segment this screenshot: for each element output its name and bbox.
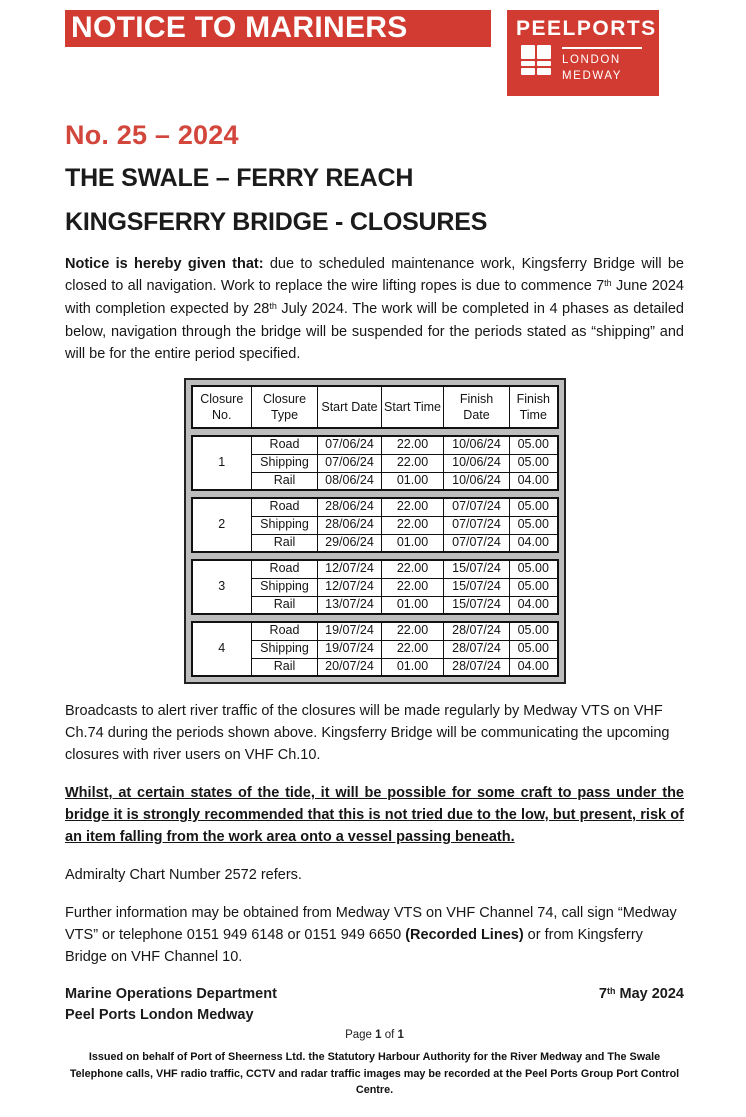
closure-cell: 05.00 (510, 640, 558, 658)
organisation-name: Peel Ports London Medway (65, 1007, 254, 1023)
superscript: th (606, 985, 616, 996)
closure-cell: 07/06/24 (318, 454, 382, 472)
closure-cell: Shipping (252, 640, 318, 658)
page-total: 1 (397, 1029, 404, 1041)
closure-cell: 15/07/24 (444, 578, 510, 596)
closure-row (192, 622, 558, 640)
warning-paragraph: Whilst, at certain states of the tide, it will be possible for some craft to pass under the bridge it is strongly recommended that this is not tried due to the low, but present, risk of an item falling from the work area onto a vessel passing beneath. (65, 785, 684, 845)
closure-cell: 22.00 (382, 578, 444, 596)
closure-cell: Rail (252, 534, 318, 552)
closure-cell: 13/07/24 (318, 596, 382, 614)
page-current: 1 (375, 1029, 382, 1041)
closures-table-header (191, 385, 559, 429)
intro-text: due to scheduled maintenance work, Kingsferry Bridge will be closed to all navigation. Work to replace the wire lifting ropes is due to commence 7 (65, 256, 684, 294)
closure-cell: 07/06/24 (318, 436, 382, 454)
closure-cell: 05.00 (510, 578, 558, 596)
closure-cell: Shipping (252, 454, 318, 472)
broadcasts-paragraph: Broadcasts to alert river traffic of the closures will be made regularly by Medway VTS on VHF Ch.74 during the periods shown above. Kingsferry Bridge will be communicating the upcoming closures with river users on VHF Ch.10. (65, 703, 670, 763)
closure-cell: 29/06/24 (318, 534, 382, 552)
further-text: or from Kingsferry Bridge on VHF Channel 10. (65, 927, 643, 965)
closure-cell: 10/06/24 (444, 454, 510, 472)
closure-cell: Road (252, 560, 318, 578)
subject-heading: KINGSFERRY BRIDGE - CLOSURES (65, 208, 488, 236)
closure-cell: Rail (252, 472, 318, 490)
date-rest: May 2024 (615, 986, 684, 1002)
further-text: Further information may be obtained from Medway VTS on VHF Channel 74, call sign “Medway VTS” or telephone 0151 949 6148 or 0151 949 6650 (65, 905, 677, 943)
closure-cell: Road (252, 498, 318, 516)
closure-cell: 04.00 (510, 596, 558, 614)
department-name: Marine Operations Department (65, 986, 277, 1002)
peel-ports-logo (507, 10, 659, 96)
closure-cell: 10/06/24 (444, 472, 510, 490)
signature-block (65, 984, 684, 1026)
closure-cell: 22.00 (382, 516, 444, 534)
closure-cell: 05.00 (510, 454, 558, 472)
closure-number: 1 (192, 436, 252, 490)
col-header-start-date: Start Date (318, 386, 382, 428)
page-of-label: of (381, 1029, 398, 1041)
recorded-lines-label: (Recorded Lines) (405, 927, 524, 943)
closure-cell: 28/06/24 (318, 516, 382, 534)
date-day: 7 (598, 986, 607, 1002)
closure-cell: 15/07/24 (444, 596, 510, 614)
closure-cell: 22.00 (382, 498, 444, 516)
notice-banner (65, 10, 491, 47)
intro-paragraph (65, 253, 684, 365)
closure-cell: 10/06/24 (444, 436, 510, 454)
closures-table (184, 378, 566, 684)
closure-cell: 22.00 (382, 560, 444, 578)
closure-cell: Road (252, 622, 318, 640)
logo-location (562, 45, 650, 84)
window-icon (521, 45, 553, 79)
closure-cell: 05.00 (510, 436, 558, 454)
logo-underline (562, 47, 642, 49)
closure-cell: Road (252, 436, 318, 454)
superscript: th (269, 300, 277, 311)
location-heading: THE SWALE – FERRY REACH (65, 164, 414, 192)
closure-row (192, 436, 558, 454)
closure-cell: 22.00 (382, 454, 444, 472)
closure-cell: 12/07/24 (318, 560, 382, 578)
col-header-start-time: Start Time (382, 386, 444, 428)
closure-cell: 07/07/24 (444, 498, 510, 516)
closure-cell: 01.00 (382, 658, 444, 676)
superscript: th (604, 277, 612, 288)
logo-location-line2: MEDWAY (562, 69, 623, 82)
col-header-closure-no: Closure No. (192, 386, 252, 428)
col-header-finish-date: Finish Date (444, 386, 510, 428)
closure-number: 3 (192, 560, 252, 614)
notice-number: No. 25 – 2024 (65, 120, 239, 150)
closure-group (191, 497, 559, 553)
issue-date (599, 984, 684, 1026)
closure-cell: 05.00 (510, 622, 558, 640)
closure-cell: 04.00 (510, 658, 558, 676)
closure-cell: 05.00 (510, 516, 558, 534)
logo-wordmark: PEELPORTS (516, 17, 657, 40)
closure-cell: 20/07/24 (318, 658, 382, 676)
notice-banner-title: NOTICE TO MARINERS (71, 11, 408, 44)
closure-cell: Shipping (252, 578, 318, 596)
closure-cell: 01.00 (382, 534, 444, 552)
col-header-closure-type: Closure Type (252, 386, 318, 428)
closure-number: 4 (192, 622, 252, 676)
closure-cell: 19/07/24 (318, 622, 382, 640)
closure-cell: 28/07/24 (444, 640, 510, 658)
closure-cell: 12/07/24 (318, 578, 382, 596)
closure-number: 2 (192, 498, 252, 552)
closure-cell: Shipping (252, 516, 318, 534)
logo-lower (516, 45, 650, 84)
closure-cell: 28/07/24 (444, 622, 510, 640)
page-number (65, 1029, 684, 1041)
chart-reference: Admiralty Chart Number 2572 refers. (65, 867, 302, 883)
intro-text: June 2024 with completion expected by 28 (65, 278, 684, 317)
closure-group (191, 435, 559, 491)
intro-lead: Notice is hereby given that: (65, 256, 264, 272)
closure-cell: 15/07/24 (444, 560, 510, 578)
closure-group (191, 621, 559, 677)
document-header (65, 10, 684, 96)
closure-cell: 04.00 (510, 534, 558, 552)
logo-location-line1: LONDON (562, 54, 621, 66)
closure-cell: 01.00 (382, 472, 444, 490)
closure-cell: 28/06/24 (318, 498, 382, 516)
closure-cell: 08/06/24 (318, 472, 382, 490)
closure-cell: 05.00 (510, 498, 558, 516)
signature-left (65, 984, 277, 1026)
footer-disclaimer (65, 1049, 684, 1099)
closure-cell: 22.00 (382, 622, 444, 640)
closure-cell: Rail (252, 596, 318, 614)
intro-text: July 2024. The work will be completed in 4 phases as detailed below, navigation through the bridge will be suspended for the periods stated as “shipping” and will be for the entire period specified. (65, 301, 684, 362)
closure-cell: Rail (252, 658, 318, 676)
closure-cell: 07/07/24 (444, 516, 510, 534)
closure-cell: 22.00 (382, 640, 444, 658)
footer-line2: Telephone calls, VHF radio traffic, CCTV and radar traffic images may be recorded at the Peel Ports Group Port Control Centre. (69, 1067, 680, 1097)
col-header-finish-time: Finish Time (510, 386, 558, 428)
closure-cell: 04.00 (510, 472, 558, 490)
closure-cell: 07/07/24 (444, 534, 510, 552)
closure-cell: 19/07/24 (318, 640, 382, 658)
closure-row (192, 498, 558, 516)
closure-group (191, 559, 559, 615)
closure-cell: 28/07/24 (444, 658, 510, 676)
closures-table-groups (191, 435, 559, 677)
further-info-paragraph (65, 902, 684, 968)
closure-row (192, 560, 558, 578)
closure-cell: 05.00 (510, 560, 558, 578)
closure-cell: 22.00 (382, 436, 444, 454)
closure-cell: 01.00 (382, 596, 444, 614)
page-label: Page (345, 1029, 376, 1041)
footer-line1: Issued on behalf of Port of Sheerness Ltd. the Statutory Harbour Authority for the River Medway and The Swale (88, 1051, 661, 1063)
